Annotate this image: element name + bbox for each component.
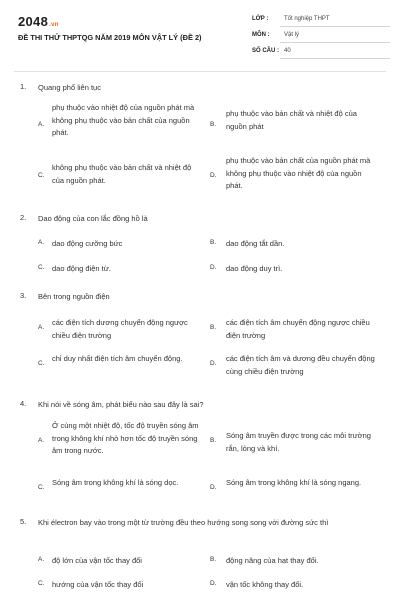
option-letter-b[interactable]: B. (210, 437, 217, 444)
question-number: 5. (20, 517, 27, 526)
option-letter-b[interactable]: B. (210, 121, 217, 128)
option-letter-b[interactable]: B. (210, 239, 217, 246)
meta-underline (280, 58, 390, 59)
option-a[interactable]: Ở cùng một nhiệt độ, tốc độ truyền sóng âm trong không khí nhỏ hơn tốc độ truyền sóng âm trong nước. (52, 421, 199, 455)
meta-underline (280, 26, 390, 27)
option-d[interactable]: các điện tích âm và dương đều chuyển động cùng chiều điện trường (226, 354, 375, 376)
option-d[interactable]: dao động duy trì. (226, 264, 283, 273)
option-a[interactable]: độ lớn của vận tốc thay đổi (52, 556, 142, 565)
site-logo[interactable]: 2048.vn (18, 14, 59, 29)
option-letter-c[interactable]: C. (38, 264, 45, 271)
meta-underline (280, 42, 390, 43)
meta-value: Tốt nghiệp THPT (284, 16, 330, 22)
logo-suffix: .vn (49, 22, 59, 28)
question-number: 4. (20, 399, 27, 408)
meta-class (252, 13, 390, 29)
meta-subject (252, 29, 390, 45)
header (0, 0, 400, 70)
option-letter-d[interactable]: D. (210, 264, 217, 271)
option-letter-c[interactable]: C. (38, 580, 45, 587)
option-b[interactable]: dao động tắt dần. (226, 239, 285, 248)
option-letter-a[interactable]: A. (38, 556, 45, 563)
meta-value: 40 (284, 48, 291, 54)
meta-value: Vật lý (284, 32, 300, 38)
option-letter-b[interactable]: B. (210, 556, 217, 563)
option-a[interactable]: phụ thuộc vào nhiệt độ của nguồn phát mà không phụ thuộc vào bản chất của nguồn phát. (52, 103, 195, 137)
option-d[interactable]: vận tốc không thay đổi. (226, 580, 304, 589)
option-c[interactable]: không phụ thuộc vào bản chất và nhiệt độ của nguồn phát. (52, 163, 192, 185)
option-a[interactable]: dao động cưỡng bức (52, 239, 123, 248)
option-letter-a[interactable]: A. (38, 324, 45, 331)
question-number: 1. (20, 82, 27, 91)
question-text: Khi nói về sóng âm, phát biểu nào sau đây là sai? (38, 400, 204, 409)
question-text: Bên trong nguồn điện (38, 292, 110, 301)
option-letter-a[interactable]: A. (38, 239, 45, 246)
option-letter-b[interactable]: B. (210, 324, 217, 331)
meta-label: SỐ CÂU : (252, 48, 279, 54)
question-number: 2. (20, 213, 27, 222)
option-c[interactable]: Sóng âm trong không khí là sóng dọc. (52, 478, 179, 487)
option-d[interactable]: Sóng âm trong không khí là sóng ngang. (226, 478, 362, 487)
meta-count (252, 45, 390, 61)
option-letter-c[interactable]: C. (38, 172, 45, 179)
question-text: Dao động của con lắc đồng hồ là (38, 214, 148, 223)
option-c[interactable]: chỉ duy nhất điện tích âm chuyển động. (52, 354, 183, 363)
question-text: Quang phổ liên tục (38, 83, 101, 92)
option-c[interactable]: dao động điện từ. (52, 264, 111, 273)
meta-label: MÔN : (252, 32, 270, 38)
exam-title: ĐỀ THI THỬ THPTQG NĂM 2019 MÔN VẬT LÝ (ĐỀ 2) (18, 33, 202, 42)
option-b[interactable]: phụ thuộc vào bản chất và nhiệt độ của nguồn phát (226, 109, 357, 131)
question-number: 3. (20, 291, 27, 300)
option-letter-a[interactable]: A. (38, 437, 45, 444)
option-c[interactable]: hướng của vận tốc thay đổi (52, 580, 144, 589)
header-divider (14, 71, 386, 72)
option-letter-d[interactable]: D. (210, 484, 217, 491)
option-letter-c[interactable]: C. (38, 360, 45, 367)
option-b[interactable]: các điện tích âm chuyển động ngược chiều điện trường (226, 318, 370, 340)
option-b[interactable]: Sóng âm truyền được trong các môi trường rắn, lỏng và khí. (226, 431, 371, 453)
option-letter-d[interactable]: D. (210, 580, 217, 587)
option-letter-d[interactable]: D. (210, 172, 217, 179)
meta-label: LỚP : (252, 16, 269, 22)
option-b[interactable]: động năng của hạt thay đổi. (226, 556, 319, 565)
option-a[interactable]: các điện tích dương chuyển động ngược chiều điện trường (52, 318, 188, 340)
option-letter-c[interactable]: C. (38, 484, 45, 491)
option-letter-d[interactable]: D. (210, 360, 217, 367)
option-d[interactable]: phụ thuộc vào bản chất của nguồn phát mà không phụ thuộc vào nhiệt độ của nguồn phát. (226, 156, 371, 190)
question-text: Khi électron bay vào trong một từ trường đều theo hướng song song với đường sức thì (38, 518, 329, 527)
option-letter-a[interactable]: A. (38, 121, 45, 128)
